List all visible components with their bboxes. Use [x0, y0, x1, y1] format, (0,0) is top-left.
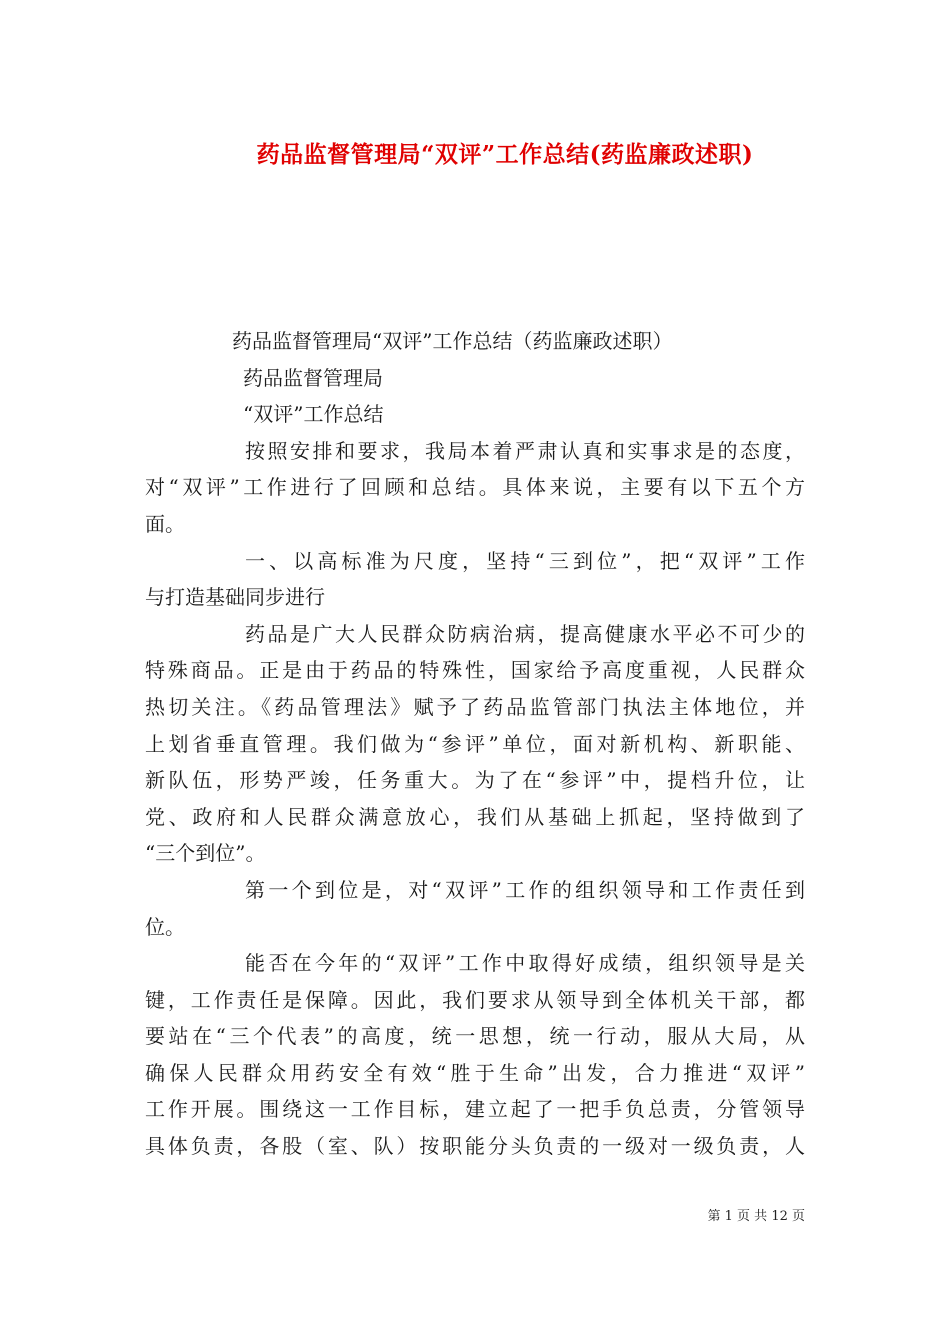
body-line: 上划省垂直管理。我们做为“参评”单位，面对新机构、新职能、	[145, 731, 805, 756]
body-line: 键，工作责任是保障。因此，我们要求从领导到全体机关干部，都	[145, 987, 805, 1012]
body-line: “三个到位”。	[145, 841, 266, 866]
body-line: 一、以高标准为尺度，坚持“三到位”，把“双评”工作	[245, 548, 805, 573]
body-line: 新队伍，形势严竣，任务重大。为了在“参评”中，提档升位，让	[145, 768, 805, 793]
document-title: 药品监督管理局“双评”工作总结(药监廉政述职)	[256, 141, 754, 168]
body-line: 具体负责，各股（室、队）按职能分头负责的一级对一级负责，人	[145, 1134, 805, 1159]
body-line: 确保人民群众用药安全有效“胜于生命”出发，合力推进“双评”	[145, 1060, 805, 1085]
body-line: “双评”工作总结	[243, 402, 384, 427]
body-line: 第一个到位是，对“双评”工作的组织领导和工作责任到	[245, 877, 805, 902]
body-line: 特殊商品。正是由于药品的特殊性，国家给予高度重视，人民群众	[145, 658, 805, 683]
body-line: 能否在今年的“双评”工作中取得好成绩，组织领导是关	[245, 951, 805, 976]
body-line: 与打造基础同步进行	[145, 585, 325, 610]
body-line: 药品监督管理局“双评”工作总结（药监廉政述职）	[232, 329, 673, 353]
body-line: 位。	[145, 914, 185, 939]
document-body	[145, 323, 805, 1165]
body-line: 药品监督管理局	[243, 365, 383, 390]
body-line: 党、政府和人民群众满意放心，我们从基础上抓起，坚持做到了	[145, 804, 805, 829]
body-line: 面。	[145, 511, 185, 536]
page-footer: 第 1 页 共 12 页	[707, 1209, 805, 1224]
body-line: 工作开展。围绕这一工作目标，建立起了一把手负总责，分管领导	[145, 1097, 805, 1122]
body-line: 按照安排和要求，我局本着严肃认真和实事求是的态度，	[245, 438, 805, 463]
body-line: 药品是广大人民群众防病治病，提高健康水平必不可少的	[245, 621, 805, 646]
body-line: 要站在“三个代表”的高度，统一思想，统一行动，服从大局，从	[145, 1024, 805, 1049]
body-line: 对“双评”工作进行了回顾和总结。具体来说，主要有以下五个方	[145, 475, 805, 500]
body-line: 热切关注。《药品管理法》赋予了药品监管部门执法主体地位，并	[145, 694, 805, 719]
